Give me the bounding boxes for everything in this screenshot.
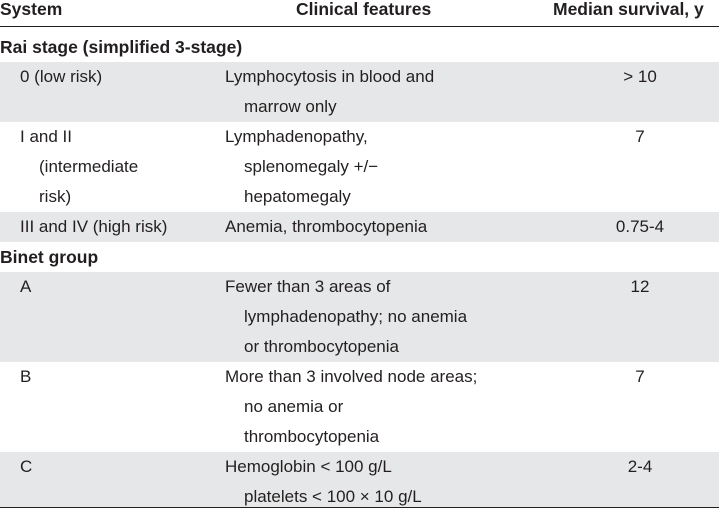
features-line: thrombocytopenia: [244, 427, 380, 446]
system-line: (intermediate: [39, 157, 139, 176]
system-line: III and IV (high risk): [20, 217, 168, 236]
header-clinical-features: Clinical features: [296, 0, 432, 19]
group-title-rai: Rai stage (simplified 3-stage): [0, 37, 243, 57]
features-line: lymphadenopathy; no anemia: [244, 307, 468, 326]
system-line: 0 (low risk): [20, 67, 103, 86]
features-line: Anemia, thrombocytopenia: [225, 217, 428, 236]
system-line: B: [20, 367, 32, 386]
survival-cell: 7: [635, 367, 645, 386]
features-cell: [225, 362, 525, 452]
features-line: More than 3 involved node areas;: [225, 367, 478, 386]
system-cell: [20, 362, 210, 392]
features-line: Lymphadenopathy,: [225, 127, 368, 146]
table-row: [0, 362, 719, 452]
survival-cell: 0.75-4: [615, 217, 665, 236]
features-cell: [225, 272, 525, 362]
system-line: A: [20, 277, 32, 296]
system-cell: [20, 272, 210, 302]
survival-cell: 7: [635, 127, 645, 146]
system-cell: [20, 62, 210, 92]
bottom-rule: [0, 507, 719, 508]
features-line: platelets < 100 × 10 g/L: [244, 487, 422, 506]
features-line: no anemia or: [244, 397, 344, 416]
table-row: [0, 272, 719, 362]
system-line: I and II: [20, 127, 72, 146]
features-line: Hemoglobin < 100 g/L: [225, 457, 392, 476]
system-cell: [20, 452, 210, 482]
survival-cell: 12: [630, 277, 650, 296]
system-line: C: [20, 457, 33, 476]
features-cell: [225, 212, 525, 242]
survival-cell: 2-4: [627, 457, 653, 476]
table-header: [0, 0, 719, 27]
features-line: Lymphocytosis in blood and: [225, 67, 435, 86]
table-row: [0, 452, 719, 507]
features-cell: [225, 122, 525, 212]
features-line: or thrombocytopenia: [244, 337, 399, 356]
system-cell: [20, 122, 210, 212]
group-title-binet: Binet group: [0, 247, 99, 267]
system-line: risk): [39, 187, 72, 206]
features-line: splenomegaly +/−: [244, 157, 379, 176]
features-line: Fewer than 3 areas of: [225, 277, 391, 296]
header-system: System: [0, 0, 63, 19]
features-cell: [225, 62, 525, 122]
table-row: [0, 122, 719, 212]
features-cell: [225, 452, 525, 512]
system-cell: [20, 212, 210, 242]
header-median-survival: Median survival, y: [553, 0, 704, 19]
table-row: [0, 212, 719, 242]
features-line: hepatomegaly: [244, 187, 351, 206]
features-line: marrow only: [244, 97, 337, 116]
survival-cell: > 10: [623, 67, 657, 86]
table-row: [0, 62, 719, 122]
